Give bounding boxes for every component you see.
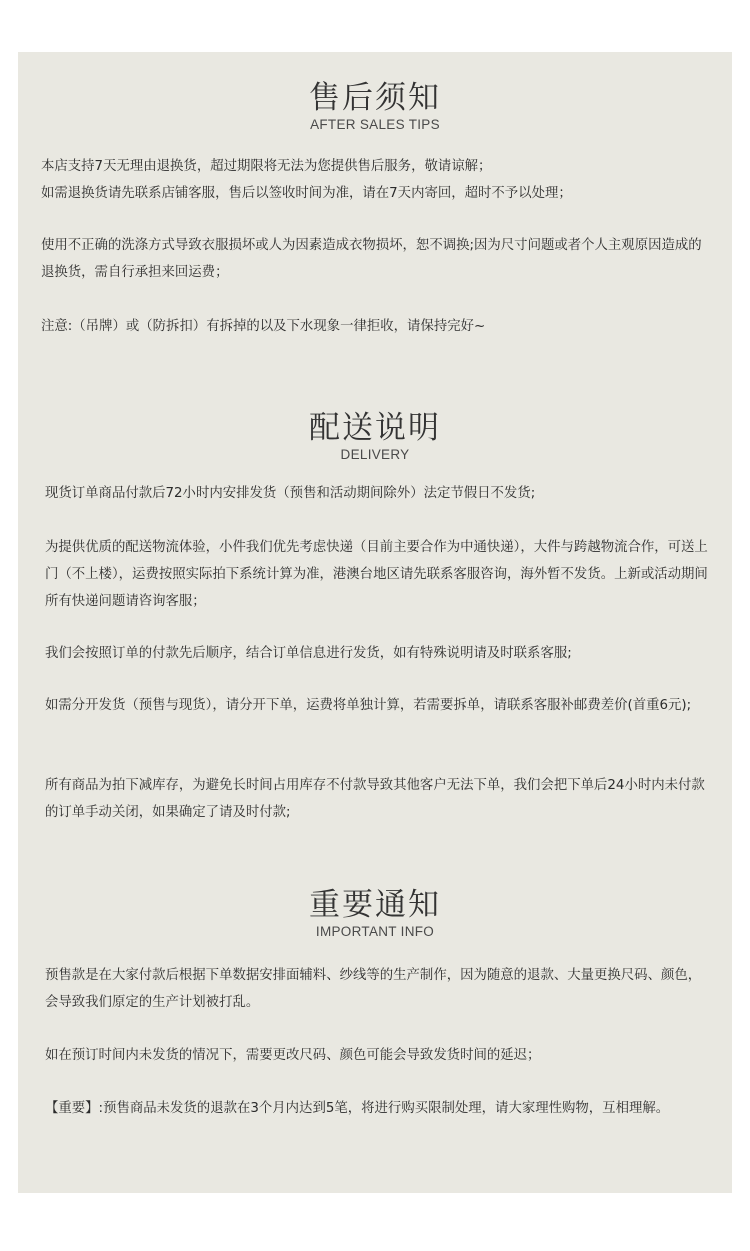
after-sales-section <box>18 80 732 133</box>
delivery-title: 配送说明 <box>309 410 441 446</box>
delivery-section <box>18 410 732 463</box>
important-paragraph-3: 【重要】:预售商品未发货的退款在3个月内达到5笔，将进行购买限制处理，请大家理性购物，互相理解。 <box>45 1101 670 1116</box>
delivery-paragraph-3: 我们会按照订单的付款先后顺序，结合订单信息进行发货，如有特殊说明请及时联系客服; <box>45 646 572 661</box>
important-title: 重要通知 <box>309 887 441 923</box>
after-sales-paragraph-1: 本店支持7天无理由退换货，超过期限将无法为您提供售后服务，敬请谅解； 如需退换货请先联系店铺客服，售后以签收时间为准，请在7天内寄回，超时不予以处理； <box>41 159 572 201</box>
after-sales-title: 售后须知 <box>309 80 441 116</box>
after-sales-subtitle: AFTER SALES TIPS <box>310 117 440 132</box>
delivery-paragraph-1: 现货订单商品付款后72小时内安排发货（预售和活动期间除外）法定节假日不发货; <box>45 486 536 501</box>
info-panel <box>18 52 732 1193</box>
delivery-subtitle: DELIVERY <box>340 447 410 462</box>
after-sales-paragraph-2: 使用不正确的洗涤方式导致衣服损坏或人为因素造成衣物损坏，恕不调换;因为尺寸问题或者个人主观原因造成的退换货，需自行承担来回运费； <box>41 238 702 280</box>
delivery-paragraph-2: 为提供优质的配送物流体验，小件我们优先考虑快递（目前主要合作为中通快递），大件与跨越物流合作，可送上门（不上楼），运费按照实际拍下系统计算为准，港澳台地区请先联系客服咨询，海外暂不发货。上新或活动期间所有快递问题请咨询客服； <box>45 540 708 609</box>
delivery-paragraph-4: 如需分开发货（预售与现货），请分开下单，运费将单独计算，若需要拆单，请联系客服补邮费差价(首重6元); <box>45 698 692 713</box>
important-subtitle: IMPORTANT INFO <box>315 924 435 939</box>
important-paragraph-1: 预售款是在大家付款后根据下单数据安排面辅料、纱线等的生产制作，因为随意的退款、大量更换尺码、颜色，会导致我们原定的生产计划被打乱。 <box>45 968 702 1010</box>
after-sales-paragraph-3: 注意:（吊牌）或（防拆扣）有拆掉的以及下水现象一律拒收，请保持完好~ <box>41 319 486 334</box>
important-paragraph-2: 如在预订时间内未发货的情况下，需要更改尺码、颜色可能会导致发货时间的延迟； <box>45 1048 541 1063</box>
delivery-paragraph-5: 所有商品为拍下减库存，为避免长时间占用库存不付款导致其他客户无法下单，我们会把下单后24小时内未付款的订单手动关闭，如果确定了请及时付款; <box>45 778 705 820</box>
important-section <box>18 887 732 940</box>
